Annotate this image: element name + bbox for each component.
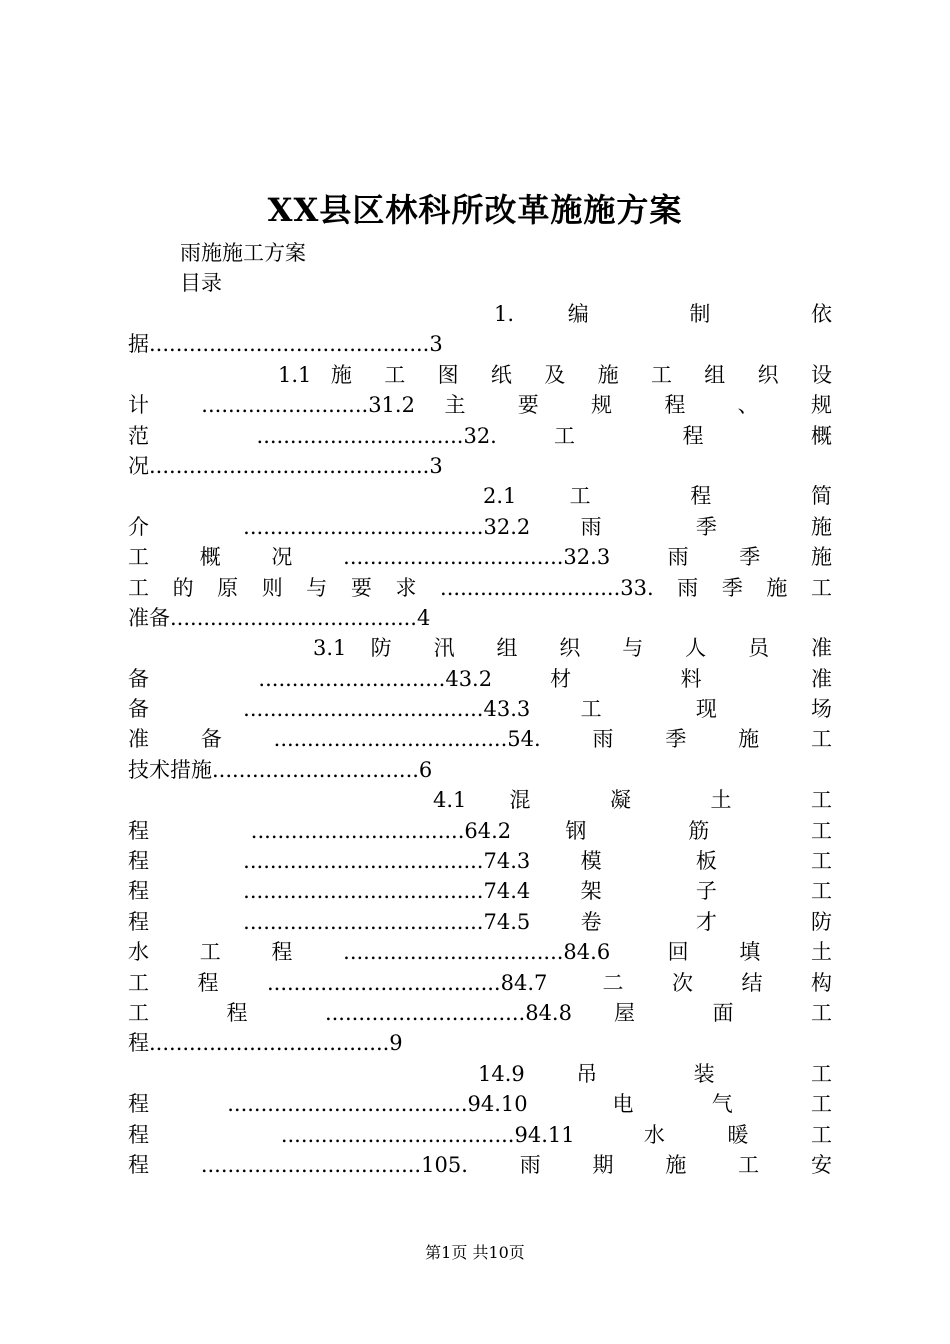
toc-line: 备 ............................43.2 材 料 准 bbox=[128, 666, 832, 691]
toc-line: 计 .........................31.2 主 要 规 程 、 规 bbox=[128, 393, 832, 418]
toc-line: 1.1 施 工 图 纸 及 施 工 组 织 设 bbox=[278, 362, 832, 387]
toc-line: 况..........................................3 bbox=[128, 453, 443, 478]
toc-line: 范 ...............................32. 工 程 概 bbox=[128, 423, 832, 448]
document-title: XX县区林科所改革施施方案 bbox=[267, 191, 683, 229]
toc-line: 程 ....................................74.4 架 子 工 bbox=[128, 879, 832, 904]
toc-line: 准备.....................................4 bbox=[128, 605, 431, 630]
toc-line: 2.1 工 程 简 bbox=[483, 484, 832, 509]
toc-line: 4.1 混 凝 土 工 bbox=[433, 788, 832, 813]
toc-line: 技术措施...............................6 bbox=[128, 757, 433, 782]
toc-line: 工的原则与要求...........................33.雨季施工 bbox=[128, 575, 832, 600]
table-of-contents bbox=[128, 299, 832, 1180]
toc-line: 介 ....................................32.2 雨 季 施 bbox=[128, 514, 832, 539]
toc-line: 1. 编 制 依 bbox=[494, 302, 832, 326]
toc-line: 据..........................................3 bbox=[128, 332, 443, 357]
toc-line: 工 程 ..............................84.8 屋 面 工 bbox=[128, 1000, 832, 1025]
toc-line: 程 ...................................94.11 水暖工 bbox=[128, 1122, 832, 1147]
toc-line: 工概况.................................32.3 雨季施 bbox=[128, 545, 832, 570]
toc-heading: 目录 bbox=[180, 271, 222, 295]
toc-line: 程 ....................................74.3 模 板 工 bbox=[128, 849, 832, 874]
toc-line: 程 ....................................74.5 卷 才 防 bbox=[128, 909, 832, 934]
toc-line: 备 ....................................43.3 工 现 场 bbox=[128, 697, 832, 722]
toc-line: 程 ................................64.2 钢 筋 工 bbox=[128, 818, 832, 843]
toc-line: 水工程.................................84.6 回填土 bbox=[128, 940, 832, 965]
toc-line: 14.9 吊 装 工 bbox=[478, 1061, 832, 1086]
toc-line: 3.1 防 汛 组 织 与 人 员 准 bbox=[313, 636, 832, 661]
toc-line: 程....................................94.10 电气工 bbox=[128, 1092, 832, 1117]
toc-line: 程.................................105.雨期施工安 bbox=[128, 1152, 832, 1177]
toc-line: 准备...................................54.雨季施工 bbox=[128, 727, 832, 752]
page-footer: 第1页 共10页 bbox=[425, 1243, 525, 1262]
document-subtitle: 雨施施工方案 bbox=[180, 241, 306, 265]
toc-line: 工程...................................84.7 二次结构 bbox=[128, 970, 832, 995]
toc-line: 程....................................9 bbox=[128, 1031, 403, 1056]
